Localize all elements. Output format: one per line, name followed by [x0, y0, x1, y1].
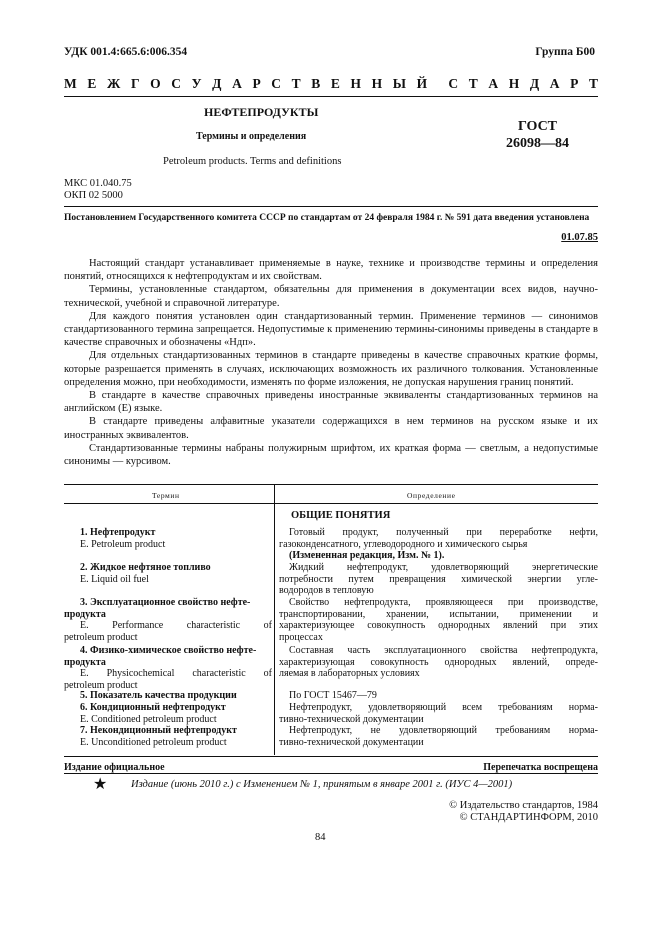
banner-letter: Ы: [392, 76, 407, 91]
section-heading: ОБЩИЕ ПОНЯТИЯ: [291, 510, 391, 521]
edition-note: Издание (июнь 2010 г.) с Изменением № 1, принятым в январе 2001 г. (ИУС 4—2001): [131, 779, 513, 790]
english-equivalent: Е. Conditioned petroleum product: [80, 713, 217, 725]
term-entry: [64, 690, 272, 702]
banner-letter: С: [271, 76, 282, 91]
term-text: продукта: [64, 656, 106, 668]
gost-label: ГОСТ: [517, 119, 558, 134]
banner-letter: Е: [87, 76, 97, 91]
english-equivalent: Е. Physicochemical characteristic of: [80, 668, 272, 680]
gost-number: 26098—84: [506, 136, 569, 151]
page-number: 84: [315, 832, 326, 843]
banner-letter: А: [232, 76, 242, 91]
banner-letter: В: [311, 76, 321, 91]
banner-letter: Т: [588, 76, 598, 91]
definition-entry: [279, 690, 598, 702]
table-header-rule: [64, 503, 598, 504]
definition-text: Свойство нефтепродукта, проявляющееся при производстве,: [289, 597, 598, 608]
term-text: 5. Показатель качества продукции: [80, 690, 237, 701]
definition-entry: [279, 702, 598, 725]
banner-letter: Т: [468, 76, 478, 91]
definition-entry: [279, 725, 598, 748]
column-header-definition: Определение: [407, 491, 456, 500]
definition-text: потребности путем превращения химической энергии угле-: [279, 573, 598, 585]
term-text: 1. Нефтепродукт: [80, 527, 156, 538]
term-text: 7. Некондиционный нефтепродукт: [80, 725, 237, 736]
banner-letter: Д: [529, 76, 540, 91]
term-entry: [64, 645, 272, 691]
definition-text: Составная часть эксплуатационного свойства нефтепродукта,: [289, 645, 598, 656]
term-text: 2. Жидкое нефтяное топливо: [80, 562, 211, 573]
intro-paragraph: Термины, установленные стандартом, обязательны для применения в документации всех видов, научно-технической, учебной и справочной литературе.: [64, 284, 598, 309]
banner-letter: А: [549, 76, 560, 91]
banner-letter: О: [150, 76, 161, 91]
intro-paragraph: Для каждого понятия установлен один стандартизованный термин. Применение терминов — синонимов стандартизованного термина запрещается. Недопустимые к применению термины-синонимы приведены в стандарте в качестве справочных и обозначены «Ндп».: [64, 310, 598, 349]
copyright-line-1: © Издательство стандартов, 1984: [449, 800, 598, 811]
definition-text: тивно-технической документации: [279, 713, 424, 725]
banner-letter: Д: [212, 76, 222, 91]
english-equivalent: Е. Performance characteristic of: [80, 620, 272, 632]
effective-date: 01.07.85: [561, 232, 598, 243]
gost-designation: [506, 118, 569, 152]
definition-text: характеризующая совокупность однородных явлений, опреде-: [279, 656, 598, 668]
definition-text: По ГОСТ 15467—79: [289, 690, 377, 701]
banner-letter: С: [171, 76, 182, 91]
star-icon: ★: [93, 776, 108, 793]
definition-text: транспортировании, хранении, испытании, применении и: [279, 608, 598, 620]
term-text: 3. Эксплуатационное свойство нефте-: [80, 597, 251, 608]
banner-letter: Е: [330, 76, 340, 91]
definition-text: тивно-технической документации: [279, 736, 424, 748]
definition-text: характеризующее совокупность однородных явлений при этих: [279, 620, 598, 632]
english-title: Petroleum products. Terms and definitions: [163, 156, 342, 167]
intro-paragraph: В стандарте в качестве справочных приведены иностранные эквиваленты стандартизованных терминов на английском (Е) языке.: [64, 390, 598, 415]
group-code: Группа Б00: [535, 46, 595, 58]
classification-codes: [64, 178, 132, 202]
banner-letter: Г: [130, 76, 140, 91]
intro-paragraph: Стандартизованные термины набраны полужирным шрифтом, их краткая форма — светлым, а недопустимые синонимы — курсивом.: [64, 442, 598, 468]
banner-letter: Н: [508, 76, 520, 91]
definition-entry: [279, 645, 598, 680]
definition-text: Нефтепродукт, удовлетворяющий всем требованиям норма-: [289, 702, 598, 713]
copyright-line-2: © СТАНДАРТИНФОРМ, 2010: [459, 812, 598, 823]
definition-text: водородов в тепловую: [279, 585, 374, 597]
english-equivalent: petroleum product: [64, 679, 138, 691]
term-entry: [64, 527, 272, 550]
banner-letter: М: [64, 76, 77, 91]
definition-text: газоконденсатного, углеводородного и химического сырья: [279, 538, 528, 550]
introduction: [64, 257, 598, 468]
table-column-divider: [274, 484, 275, 755]
banner-letter: У: [191, 76, 202, 91]
mks-code: МКС 01.040.75: [64, 178, 132, 189]
header-rule: [64, 96, 598, 97]
banner-letter: А: [488, 76, 499, 91]
okp-code: ОКП 02 5000: [64, 190, 123, 201]
decree-text: Постановлением Государственного комитета СССР по стандартам от 24 февраля 1984 г. № 591 дата введения установлена: [64, 213, 590, 223]
interstate-standard-banner: [64, 76, 598, 92]
document-title: НЕФТЕПРОДУКТЫ: [204, 105, 319, 119]
term-entry: [64, 597, 272, 643]
english-equivalent: Е. Unconditioned petroleum product: [80, 736, 227, 748]
banner-letter: С: [448, 76, 459, 91]
term-text: 6. Кондиционный нефтепродукт: [80, 702, 226, 713]
definition-entry: [279, 527, 598, 562]
term-text: продукта: [64, 608, 106, 620]
banner-letter: Н: [371, 76, 383, 91]
banner-letter: Й: [416, 76, 428, 91]
table-top-rule: [64, 484, 598, 485]
banner-letter: Ж: [106, 76, 121, 91]
english-equivalent: Е. Petroleum product: [80, 538, 166, 550]
table-bottom-rule: [64, 756, 598, 757]
banner-letter: Н: [350, 76, 362, 91]
term-entry: [64, 562, 272, 585]
udk-code: УДК 001.4:665.6:006.354: [64, 46, 188, 58]
column-header-term: Термин: [152, 491, 180, 500]
english-equivalent: petroleum product: [64, 631, 138, 643]
banner-letter: Р: [252, 76, 261, 91]
definition-text: ляемая в лабораторных условиях: [279, 668, 420, 680]
definition-text: Готовый продукт, полученный при переработке нефти,: [289, 527, 598, 538]
copyright-block: [449, 800, 598, 824]
definition-entry: [279, 597, 598, 643]
intro-paragraph: Для отдельных стандартизованных терминов в стандарте приведены в качестве справочных краткие формы, которые разрешается применять в случаях, исключающих возможность их различного толкования. Установленные определения можно, при необходимости, изменять по форме изложения, не допуская нарушения границ понятий.: [64, 350, 598, 388]
definition-text: Жидкий нефтепродукт, удовлетворяющий энергетические: [289, 562, 598, 573]
definition-entry: [279, 562, 598, 597]
intro-paragraph: В стандарте приведены алфавитные указатели содержащихся в нем терминов на русском языке и их иностранных эквивалентов.: [64, 416, 598, 441]
banner-letter: Р: [570, 76, 579, 91]
term-text: 4. Физико-химическое свойство нефте-: [80, 645, 257, 656]
footer-rule: [64, 773, 598, 774]
intro-paragraph: Настоящий стандарт устанавливает применяемые в науке, технике и производстве термины и определения понятий, относящихся к нефтепродуктам и их свойствам.: [64, 258, 598, 283]
official-edition-label: Издание официальное: [64, 762, 165, 773]
term-entry: [64, 725, 272, 748]
english-equivalent: Е. Liquid oil fuel: [80, 573, 149, 585]
term-entry: [64, 702, 272, 725]
banner-letter: Т: [291, 76, 301, 91]
document-subtitle: Термины и определения: [196, 131, 307, 142]
definition-text: процессах: [279, 631, 323, 643]
reprint-prohibited-label: Перепечатка воспрещена: [483, 762, 598, 773]
definition-text: Нефтепродукт, не удовлетворяющий требованиям норма-: [289, 725, 598, 736]
decree-rule: [64, 206, 598, 207]
amendment-note: (Измененная редакция, Изм. № 1).: [289, 550, 445, 562]
